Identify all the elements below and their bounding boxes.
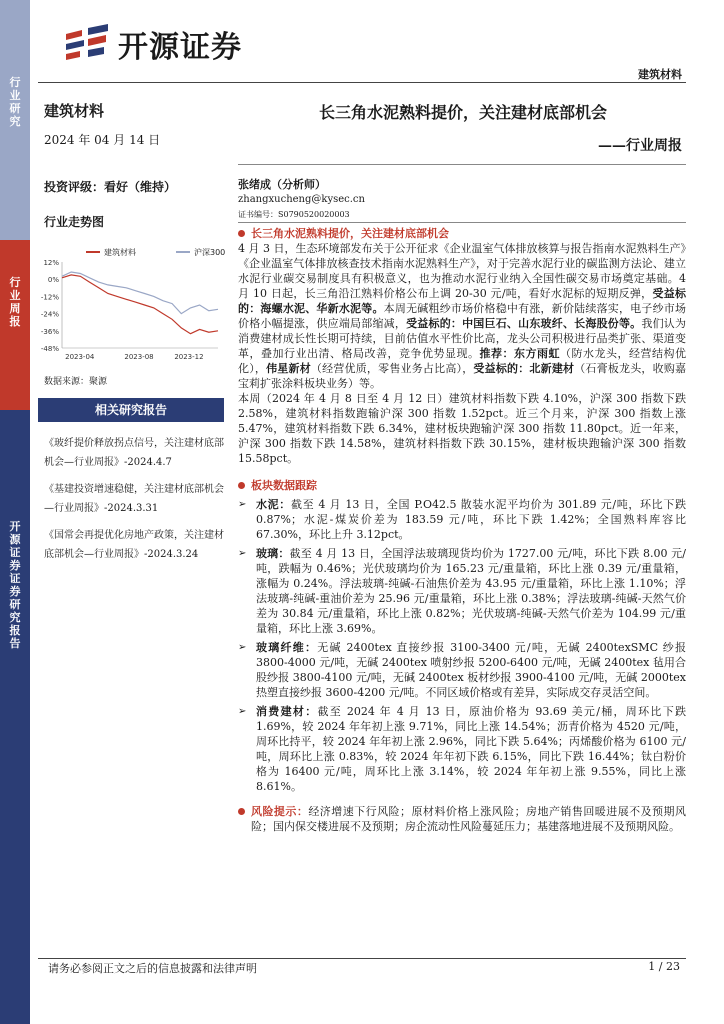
- series-line: [62, 272, 218, 314]
- divider: [238, 222, 686, 223]
- related-report-item[interactable]: 《基建投资增速稳健，关注建材底部机会—行业周报》-2024.3.31: [44, 484, 224, 514]
- y-tick-label: -24%: [40, 310, 59, 319]
- related-reports-list: [44, 434, 224, 572]
- sidebar-top-block: [0, 0, 30, 240]
- sector-name: 建筑材料: [44, 102, 105, 120]
- section-title: 长三角水泥熟料提价，关注建材底部机会: [251, 227, 449, 240]
- analyst-cert: 证书编号：S0790520020003: [238, 210, 350, 219]
- bullet-dot-icon: [238, 482, 245, 489]
- bullet-label: 玻璃纤维：: [256, 641, 318, 654]
- text-run: 受益标的：海螺水泥、华新水泥等。: [238, 287, 686, 315]
- arrow-bullet-icon: ➢: [238, 499, 247, 510]
- sidebar-red-block: [0, 240, 30, 410]
- y-tick-label: -12%: [40, 293, 59, 302]
- series-line: [62, 275, 218, 334]
- header-divider: [38, 82, 686, 83]
- text-run: 4 月 3 日，生态环境部发布关于公开征求《企业温室气体排放核算与报告指南水泥熟料生产》《企业温室气体排放核查技术指南水泥熟料生产》，对于完善水泥行业的碳监测方法论、建立水泥行业碳交易制度具有积极意义，也为推动水泥行业纳入全国性碳交易市场奠定基础。4 月 10 日起，长三角沿江熟料价格公布上调 20-30 元/吨，看好水泥标的短期反弹，: [238, 242, 686, 300]
- x-tick-label: 2023-08: [124, 353, 154, 361]
- text-run: 本周无碱粗纱市场价格稳中有涨，新价陆续落实，电子纱市场价格小幅提涨，供应端局部缩减，: [238, 302, 687, 330]
- bullet-text: 截至 4 月 13 日，全国浮法玻璃现货均价为 1727.00 元/吨，环比下跌 8.00 元/吨，跌幅为 0.46%；光伏玻璃均价为 165.23 元/重量箱，环比上涨 0.39 元/重量箱，涨幅为 0.24%。浮法玻璃-纯碱-石油焦价差为 43.95 元/重量箱，环比上涨 1.10%；浮法玻璃-纯碱-重油价差为 25.96 元/重量箱，环比上涨 0.38%；浮法玻璃-纯碱-天然气价差为 30.84 元/重量箱，环比上涨 0.82%；光伏玻璃-纯碱-天然气价差为 104.99 元/重量箱，环比上涨 3.69%。: [256, 547, 687, 635]
- data-bullet: [238, 640, 686, 700]
- arrow-bullet-icon: ➢: [238, 706, 247, 717]
- data-bullet: [238, 704, 686, 794]
- arrow-bullet-icon: ➢: [238, 548, 247, 559]
- bullet-text: 截至 4 月 13 日，全国 P.O42.5 散装水泥平均价为 301.89 元/吨，环比下跌 0.87%；水泥-煤炭价差为 183.59 元/吨，环比下跌 1.42%；全国熟料库容比 67.30%，环比上升 3.12pct。: [256, 498, 686, 541]
- bullet-text: 截至 2024 年 4 月 13 日，原油价格为 93.69 美元/桶，周环比下跌 1.69%，较 2024 年年初上涨 9.71%，同比上涨 14.54%；沥青价格为 4520 元/吨，周环比持平，较 2024 年年初上涨 2.96%，同比下跌 5.64%；丙烯酸价格为 6100 元/吨，周环比上涨 0.83%，较 2024 年年初下跌 6.15%，同比下跌 16.44%；钛白粉价格为 16400 元/吨，周环比上涨 3.14%，较 2024 年年初上涨 9.55%，同比上涨 8.61%。: [256, 705, 686, 793]
- risk-label: 风险提示：: [251, 805, 309, 818]
- logo-icon: [62, 24, 112, 64]
- chart-source: 数据来源：聚源: [44, 377, 108, 387]
- market-paragraph: 本周（2024 年 4 月 8 日至 4 月 12 日）建筑材料指数下跌 4.10%，沪深 300 指数下跌 2.58%，建筑材料指数跑输沪深 300 指数 1.52pct。近三个月来，沪深 300 指数上涨 5.47%，建筑材料指数下跌 6.34%，建材板块跑输沪深 300 指数 11.80pct。近一年来，沪深 300 指数下跌 14.58%，建筑材料指数下跌 30.15%，建材板块跑输沪深 300 指数 15.58pct。: [238, 392, 686, 465]
- data-bullet: [238, 497, 686, 542]
- sector-tag: 建筑材料: [638, 68, 682, 81]
- report-title: 长三角水泥熟料提价，关注建材底部机会: [318, 103, 607, 122]
- investment-rating: 投资评级：看好（维持）: [44, 180, 177, 194]
- y-tick-label: -48%: [40, 345, 59, 353]
- trend-chart-title: 行业走势图: [44, 215, 105, 229]
- report-type: ——行业周报: [598, 138, 682, 154]
- sidebar-broker: 开源证券 证券研究报告: [9, 520, 21, 650]
- text-run: （经营优质，零售业务占比高），: [310, 362, 474, 375]
- data-bullet: [238, 546, 686, 636]
- arrow-bullet-icon: ➢: [238, 642, 247, 653]
- text-run: （防水龙头，经营结构优化），: [238, 347, 686, 375]
- report-body: [238, 226, 686, 834]
- y-tick-label: 12%: [43, 259, 59, 267]
- footer-divider: [38, 958, 686, 959]
- bullet-dot-icon: [238, 230, 245, 237]
- report-date: 2024 年 04 月 14 日: [44, 133, 161, 147]
- bullet-dot-icon: [238, 808, 245, 815]
- y-tick-label: -36%: [40, 327, 59, 336]
- text-run: 受益标的：中国巨石、山东玻纤、长海股份等。: [406, 317, 642, 330]
- text-run: 推荐：东方雨虹: [479, 347, 560, 360]
- disclaimer: 请务必参阅正文之后的信息披露和法律声明: [48, 962, 257, 975]
- bullet-text: 无碱 2400tex 直接纱报 3100-3400 元/吨，无碱 2400texSMC 纱报 3800-4000 元/吨，无碱 2400tex 喷射纱报 5200-6400 元/吨，无碱 2400tex 毡用合股纱报 3800-4100 元/吨，无碱 2400tex 板材纱报 3900-4100 元/吨，无碱 2000tex 热塑直接纱报 3600-4200 元/吨。不同区域价格或有差异，实际成交存灵活空间。: [256, 641, 686, 699]
- related-reports-header: 相关研究报告: [38, 398, 224, 422]
- section-title: 板块数据跟踪: [251, 479, 317, 492]
- related-report-item[interactable]: 《国常会再提优化房地产政策，关注建材底部机会—行业周报》-2024.3.24: [44, 530, 224, 560]
- sidebar-report-type: 行业周报: [9, 276, 21, 328]
- section-heading: [238, 226, 686, 241]
- analyst-name: 张绪成（分析师）: [238, 178, 326, 191]
- text-run: 受益标的：北新建材: [473, 362, 575, 375]
- related-report-item[interactable]: 《玻纤提价释放拐点信号，关注建材底部机会—行业周报》-2024.4.7: [44, 438, 224, 468]
- sidebar-category: 行业研究: [9, 76, 21, 128]
- company-logo: [62, 22, 242, 66]
- text-run: 伟星新材: [266, 362, 311, 375]
- summary-paragraph: [238, 241, 686, 391]
- risk-text: 经济增速下行风险；原材料价格上涨风险；房地产销售回暖进展不及预期风险；国内保交楼进展不及预期；房企流动性风险蔓延压力；基建落地进展不及预期风险。: [251, 805, 687, 833]
- bullet-label: 水泥：: [256, 498, 291, 511]
- bullet-label: 消费建材：: [256, 705, 318, 718]
- section-heading: [238, 478, 686, 493]
- risk-section: [238, 804, 686, 834]
- x-tick-label: 2023-04: [65, 353, 95, 361]
- legend-label: 建筑材料: [104, 248, 136, 257]
- left-column: [44, 100, 232, 230]
- logo-text: 开源证券: [118, 30, 242, 65]
- page-number: 1 / 23: [648, 960, 680, 973]
- divider: [238, 164, 686, 165]
- y-tick-label: 0%: [47, 276, 59, 285]
- text-run: （石膏板龙头，收购嘉宝莉扩张涂料板块业务）等。: [238, 362, 687, 390]
- analyst-email[interactable]: zhangxucheng@kysec.cn: [238, 194, 365, 205]
- x-tick-label: 2023-12: [174, 353, 204, 361]
- text-run: 我们认为消费建材成长性长期可持续，目前估值水平性价比高，龙头公司积极进行品类扩张、渠道变革，叠加行业出清、格局改善，竞争优势显现。: [238, 317, 687, 360]
- bullet-label: 玻璃：: [256, 547, 290, 560]
- legend-label: 沪深300: [194, 248, 226, 257]
- trend-chart: [36, 240, 226, 370]
